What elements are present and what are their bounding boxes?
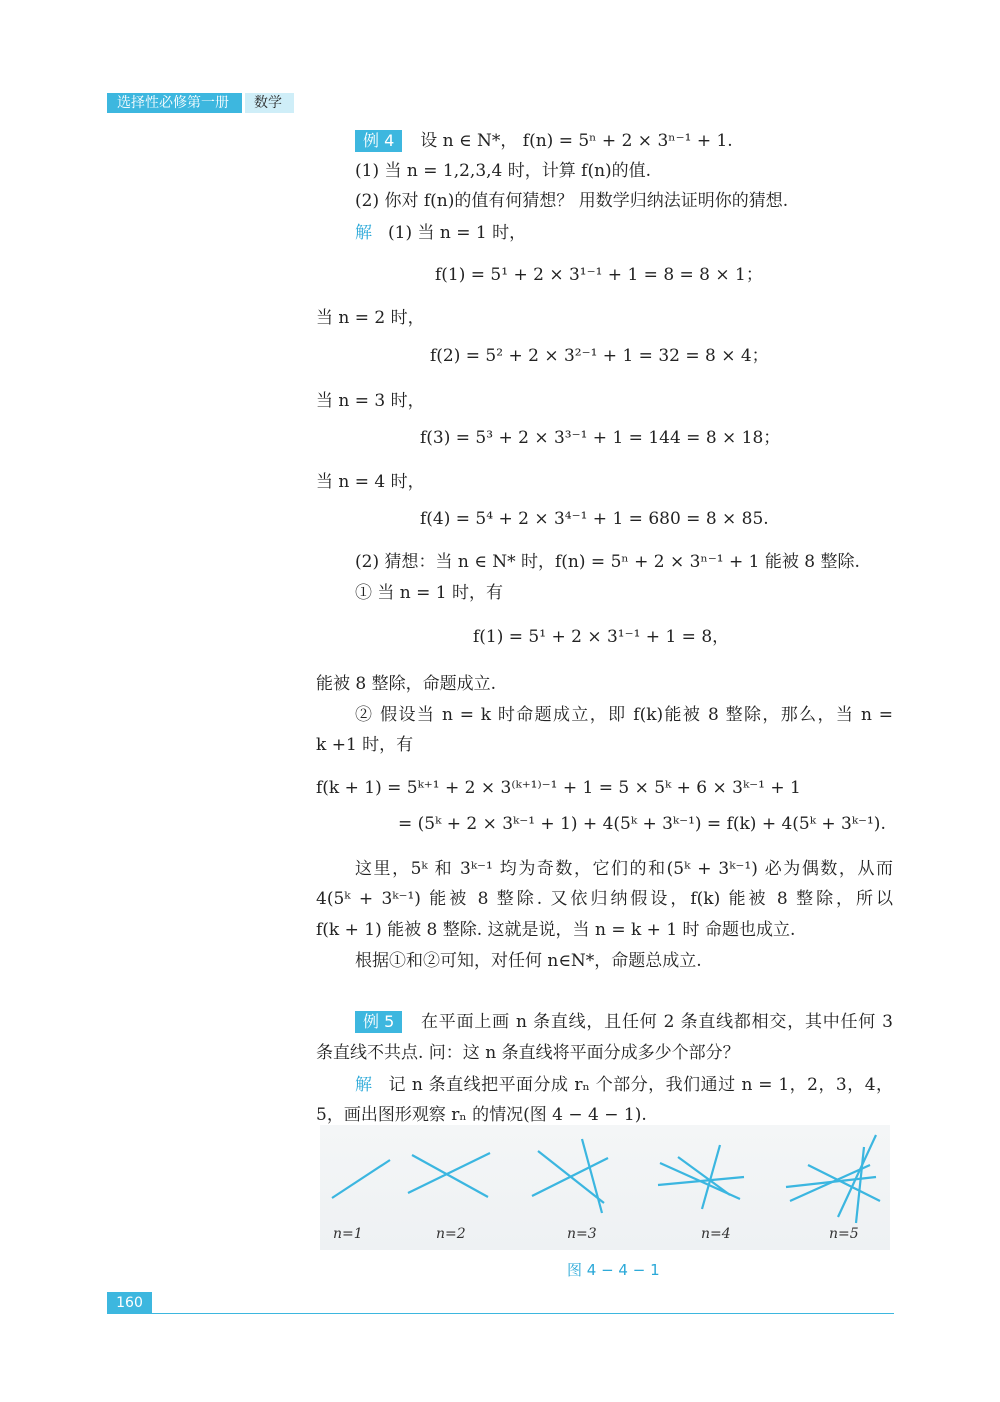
example-5-solution-line-1 — [355, 1073, 893, 1097]
solution-case-1: (1) 当 n = 1 时， — [388, 223, 527, 243]
induction-step-2-cont: k +1 时，有 — [316, 735, 414, 755]
example-5-solution-label: 解 — [355, 1075, 373, 1095]
equation-f2: f(2) = 5² + 2 × 3²⁻¹ + 1 = 32 = 8 × 4； — [430, 346, 769, 366]
induction-step-2: ② 假设当 n = k 时命题成立，即 f(k)能被 8 整除，那么，当 n = — [355, 705, 893, 725]
figure-line-n1-1 — [332, 1160, 390, 1198]
equation-base-case: f(1) = 5¹ + 2 × 3¹⁻¹ + 1 = 8， — [473, 627, 730, 647]
induction-step-1: ① 当 n = 1 时，有 — [355, 583, 504, 603]
example-5-tag: 例 5 — [355, 1011, 402, 1033]
question-2: (2) 你对 f(n)的值有何猜想？ 用数学归纳法证明你的猜想. — [355, 191, 789, 211]
figure-caption: 图 4 − 4 − 1 — [567, 1261, 660, 1279]
figure-line-n2-2 — [412, 1155, 488, 1197]
example-4-statement: 设 n ∈ N*， f(n) = 5ⁿ + 2 × 3ⁿ⁻¹ + 1. — [420, 131, 733, 151]
example-4-tag: 例 4 — [355, 130, 402, 152]
equation-f3: f(3) = 5³ + 2 × 3³⁻¹ + 1 = 144 = 8 × 18； — [420, 428, 781, 448]
page-number: 160 — [107, 1292, 152, 1314]
equation-step-2: = (5ᵏ + 2 × 3ᵏ⁻¹ + 1) + 4(5ᵏ + 3ᵏ⁻¹) = f(k) + 4(5ᵏ + 3ᵏ⁻¹). — [398, 814, 886, 834]
paragraph-line-2: 4(5ᵏ + 3ᵏ⁻¹) 能被 8 整除. 又依归纳假设，f(k) 能被 8 整除，所以 — [316, 889, 893, 909]
book-title-tab: 选择性必修第一册 — [107, 93, 242, 113]
case-n2: 当 n = 2 时， — [316, 308, 425, 328]
proof-conclusion: 根据①和②可知，对任何 n∈N*，命题总成立. — [355, 951, 702, 971]
example-5-line-2: 条直线不共点. 问：这 n 条直线将平面分成多少个部分？ — [316, 1043, 740, 1063]
figure-label-n5: n=5 — [829, 1226, 859, 1242]
example-5-text: 在平面上画 n 条直线，且任何 2 条直线都相交，其中任何 3 — [420, 1012, 893, 1032]
subject-tab: 数学 — [245, 93, 294, 113]
conjecture: (2) 猜想：当 n ∈ N* 时，f(n) = 5ⁿ + 2 × 3ⁿ⁻¹ + 1 能被 8 整除. — [355, 552, 860, 572]
case-n4: 当 n = 4 时， — [316, 472, 425, 492]
solution-label: 解 — [355, 223, 372, 243]
equation-f4: f(4) = 5⁴ + 2 × 3⁴⁻¹ + 1 = 680 = 8 × 85. — [420, 509, 769, 529]
paragraph-line-3: f(k + 1) 能被 8 整除. 这就是说，当 n = k + 1 时 命题也成立. — [316, 920, 796, 940]
case-n3: 当 n = 3 时， — [316, 391, 425, 411]
figure-label-n2: n=2 — [436, 1226, 466, 1242]
figure-label-n3: n=3 — [567, 1226, 597, 1242]
paragraph-line-1: 这里，5ᵏ 和 3ᵏ⁻¹ 均为奇数，它们的和(5ᵏ + 3ᵏ⁻¹) 必为偶数，从而 — [355, 859, 893, 879]
example-5-solution-line-2: 5，画出图形观察 rₙ 的情况(图 4 − 4 − 1). — [316, 1105, 647, 1125]
example-5-line-1 — [355, 1010, 893, 1034]
base-case-conclusion: 能被 8 整除，命题成立. — [316, 674, 497, 694]
example-5-solution-text: 记 n 条直线把平面分成 rₙ 个部分，我们通过 n = 1，2，3，4， — [388, 1075, 893, 1095]
lines-figure — [320, 1125, 890, 1250]
figure-line-n3-3 — [582, 1139, 602, 1213]
figure-line-n4-3 — [678, 1157, 730, 1195]
figure-line-n5-5 — [856, 1147, 864, 1223]
lines-figure-svg — [320, 1125, 890, 1250]
figure-label-n4: n=4 — [701, 1226, 731, 1242]
solution-intro — [355, 221, 526, 245]
figure-label-n1: n=1 — [333, 1226, 363, 1242]
example-4-problem — [355, 129, 733, 153]
equation-step-1: f(k + 1) = 5ᵏ⁺¹ + 2 × 3⁽ᵏ⁺¹⁾⁻¹ + 1 = 5 × 5ᵏ + 6 × 3ᵏ⁻¹ + 1 — [316, 778, 801, 798]
equation-f1: f(1) = 5¹ + 2 × 3¹⁻¹ + 1 = 8 = 8 × 1； — [435, 265, 763, 285]
figure-line-n3-2 — [538, 1151, 604, 1203]
footer-rule — [152, 1313, 894, 1314]
question-1: (1) 当 n = 1,2,3,4 时，计算 f(n)的值. — [355, 161, 652, 181]
